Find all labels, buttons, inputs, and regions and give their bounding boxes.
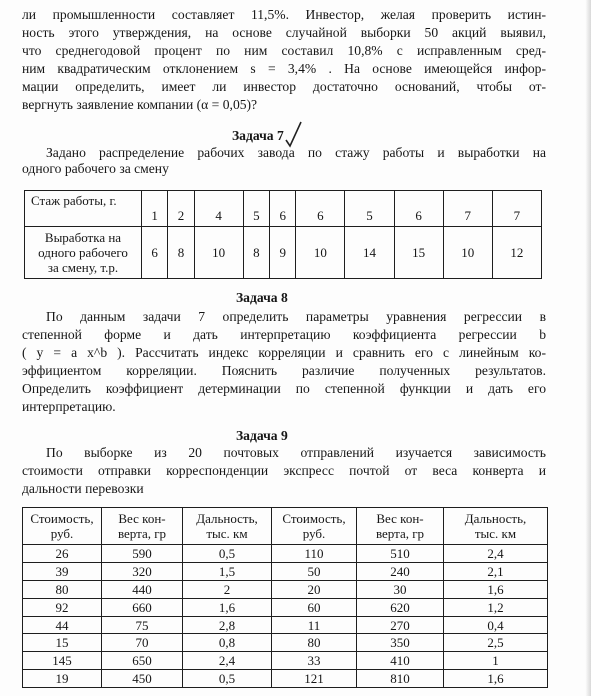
table-cell: 410: [357, 652, 444, 670]
task7-cell: 7: [492, 191, 541, 227]
task7-cell: 6: [296, 191, 345, 227]
table-cell: 2: [183, 580, 272, 598]
header-line: Дальность,: [196, 511, 258, 526]
table-cell: 80: [23, 580, 102, 598]
table-cell: 2,8: [183, 616, 272, 634]
table-cell: 33: [272, 652, 357, 670]
task7-cell: 10: [443, 227, 492, 279]
table-cell: 11: [272, 616, 357, 634]
table-cell: 110: [272, 545, 357, 563]
intro-line: ним квадратическим отклонением s = 3,4% . На основе имеющейся инфор-: [22, 61, 546, 76]
header-line: руб.: [50, 526, 74, 541]
task8-text-line: степенной форме и дать интерпретацию коэффициента регрессии b: [22, 327, 546, 342]
table-cell: 44: [23, 616, 102, 634]
task7-row2-header-line: одного рабочего: [38, 245, 128, 260]
table-cell: 350: [357, 634, 444, 652]
table-cell: 19: [23, 670, 102, 688]
table-cell: 1,5: [183, 562, 272, 580]
task7-cell: 8: [168, 227, 194, 279]
table-cell: 1,6: [444, 670, 548, 688]
task9-header-cell: [272, 508, 357, 545]
task7-row-output: [25, 227, 542, 279]
table-cell: 1,6: [183, 598, 272, 616]
intro-line: ность этого утверждения, на основе случайной выборки 50 акций выявил,: [22, 25, 546, 40]
task7-row1-header: Стаж работы, г.: [25, 191, 142, 227]
table-cell: 15: [23, 634, 102, 652]
table-cell: 75: [102, 616, 183, 634]
table-cell: 0,8: [183, 634, 272, 652]
table-row: [23, 634, 548, 652]
header-line: руб.: [302, 526, 326, 541]
table-cell: 0,5: [183, 545, 272, 563]
header-line: Вес кон-: [376, 511, 424, 526]
table-cell: 1: [444, 652, 548, 670]
table-cell: 70: [102, 634, 183, 652]
task7-row-experience: [25, 191, 542, 227]
header-line: Дальность,: [464, 511, 527, 526]
table-cell: 20: [272, 580, 357, 598]
table-cell: 92: [23, 598, 102, 616]
table-cell: 2,1: [444, 562, 548, 580]
table-row: [23, 616, 548, 634]
task8-title: Задача 8: [236, 290, 288, 305]
header-line: Стоимость,: [30, 511, 94, 526]
intro-line: вергнуть заявление компании (α = 0,05)?: [22, 97, 258, 112]
table-cell: 145: [23, 652, 102, 670]
table-cell: 320: [102, 562, 183, 580]
task9-table: [22, 507, 548, 688]
table-cell: 240: [357, 562, 444, 580]
task9-title: Задача 9: [236, 428, 288, 443]
task7-text-line: Задано распределение рабочих завода по стажу работы и выработки на: [46, 145, 546, 160]
task8-text-line: Определить коэффициент детерминации по степенной функции и дать его: [22, 381, 546, 396]
task9-header-cell: [357, 508, 444, 545]
intro-line: что среднегодовой процент по ним составил 10,8% с исправленным сред-: [22, 43, 546, 58]
task7-cell: 6: [142, 227, 168, 279]
table-cell: 50: [272, 562, 357, 580]
task7-cell: 10: [194, 227, 243, 279]
task7-cell: 4: [194, 191, 243, 227]
header-line: тыс. км: [206, 526, 248, 541]
task8-text-line: интерпретацию.: [22, 399, 116, 414]
task7-cell: 5: [243, 191, 269, 227]
task7-cell: 6: [270, 191, 296, 227]
task7-cell: 2: [168, 191, 194, 227]
table-cell: 660: [102, 598, 183, 616]
task7-cell: 6: [394, 191, 443, 227]
task9-header-cell: [102, 508, 183, 545]
task7-table: [24, 190, 542, 279]
task9-header-cell: [183, 508, 272, 545]
table-cell: 30: [357, 580, 444, 598]
header-line: верта, гр: [117, 526, 167, 541]
handwritten-checkmark: [284, 120, 304, 148]
table-cell: 80: [272, 634, 357, 652]
task7-cell: 10: [296, 227, 345, 279]
task9-text-line: дальности перевозки: [22, 481, 144, 496]
task9-header-cell: [23, 508, 102, 545]
table-cell: 510: [357, 545, 444, 563]
table-cell: 450: [102, 670, 183, 688]
task9-header-row: [23, 508, 548, 545]
task7-title: Задача 7: [232, 128, 284, 143]
table-cell: 2,5: [444, 634, 548, 652]
task7-row2-header-line: за смену, т.р.: [47, 260, 119, 275]
task9-text-line: По выборке из 20 почтовых отправлений изучается зависимость: [46, 445, 546, 460]
table-row: [23, 598, 548, 616]
task7-cell: 9: [270, 227, 296, 279]
table-cell: 1,2: [444, 598, 548, 616]
table-row: [23, 562, 548, 580]
task8-text-line: эффициентом корреляции. Пояснить различие полученных результатов.: [22, 363, 546, 378]
table-cell: 650: [102, 652, 183, 670]
table-cell: 26: [23, 545, 102, 563]
task7-cell: 8: [243, 227, 269, 279]
header-line: Вес кон-: [118, 511, 166, 526]
task7-row2-header: [25, 227, 142, 279]
task9-header-cell: [444, 508, 548, 545]
table-row: [23, 652, 548, 670]
table-row: [23, 545, 548, 563]
task7-cell: 15: [394, 227, 443, 279]
header-line: тыс. км: [474, 526, 517, 541]
table-cell: 1,6: [444, 580, 548, 598]
task9-text-line: стоимости отправки корреспонденции экспресс почтой от веса конверта и: [22, 463, 546, 478]
page-edge-shadow: [585, 0, 591, 696]
table-cell: 39: [23, 562, 102, 580]
header-line: Стоимость,: [282, 511, 346, 526]
task8-text-line: По данным задачи 7 определить параметры уравнения регрессии в: [46, 309, 546, 324]
task7-cell: 7: [443, 191, 492, 227]
table-cell: 0,4: [444, 616, 548, 634]
task7-cell: 1: [142, 191, 168, 227]
task7-cell: 5: [345, 191, 394, 227]
task8-text-line: ( y = a x^b ). Рассчитать индекс корреляции и сравнить его с линейным ко-: [22, 345, 546, 360]
task7-text-line: одного рабочего за смену: [22, 161, 169, 176]
table-cell: 270: [357, 616, 444, 634]
table-cell: 2,4: [183, 652, 272, 670]
task7-cell: 14: [345, 227, 394, 279]
table-cell: 0,5: [183, 670, 272, 688]
table-cell: 440: [102, 580, 183, 598]
table-cell: 620: [357, 598, 444, 616]
table-cell: 121: [272, 670, 357, 688]
table-row: [23, 580, 548, 598]
task7-row2-header-line: Выработка на: [44, 230, 122, 245]
intro-line: мации определить, имеет ли инвестор достаточно оснований, чтобы от-: [22, 79, 546, 94]
table-row: [23, 670, 548, 688]
header-line: верта, гр: [375, 526, 425, 541]
table-cell: 590: [102, 545, 183, 563]
intro-line: ли промышленности составляет 11,5%. Инвестор, желая проверить истин-: [22, 7, 546, 22]
task7-cell: 12: [492, 227, 541, 279]
table-cell: 60: [272, 598, 357, 616]
table-cell: 2,4: [444, 545, 548, 563]
table-cell: 810: [357, 670, 444, 688]
